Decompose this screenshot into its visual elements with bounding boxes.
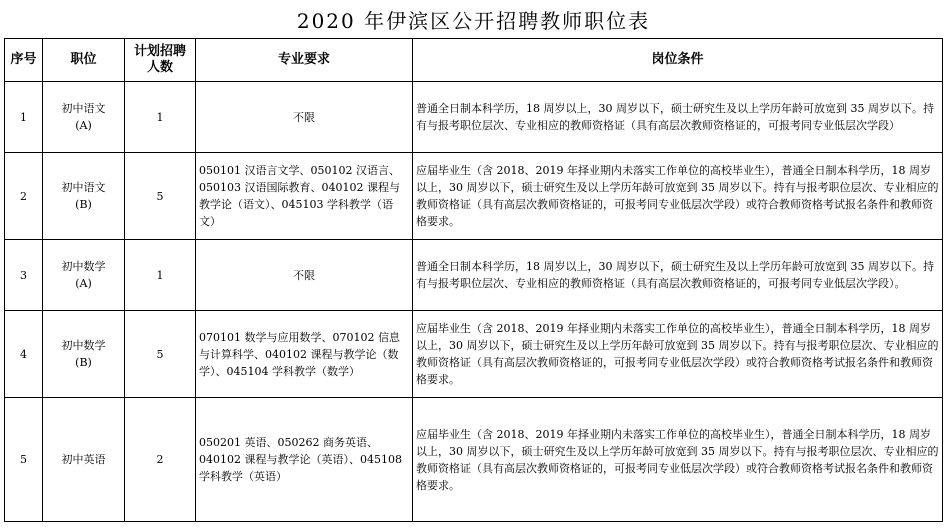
row-seq: 1 (5, 82, 43, 153)
row-count: 2 (125, 398, 196, 522)
row-count: 1 (125, 82, 196, 153)
row-major: 050201 英语、050262 商务英语、040102 课程与教学论（英语）、045108 学科教学（英语） (196, 398, 413, 522)
page-title: 2020 年伊滨区公开招聘教师职位表 (296, 9, 651, 33)
row-seq: 2 (5, 153, 43, 240)
header-position: 职位 (43, 39, 125, 82)
row-position (43, 240, 125, 311)
table-row (5, 311, 943, 398)
row-major: 不限 (196, 240, 413, 311)
recruitment-table (4, 38, 943, 522)
row-conditions: 应届毕业生（含 2018、2019 年择业期内未落实工作单位的高校毕业生），普通全日制本科学历，18 周岁以上，30 周岁以下，硕士研究生及以上学历年龄可放宽到 35 周岁以下。持有与报考职位层次、专业相应的教师资格证（具有高层次教师资格证的，可报考同专业低层次学段）或符合教师资格考试报名条件和教师资格要求。 (413, 311, 943, 398)
header-seq: 序号 (5, 39, 43, 82)
position-variant: (B) (75, 356, 92, 369)
position-variant: (A) (75, 119, 92, 132)
table-row (5, 240, 943, 311)
row-seq: 3 (5, 240, 43, 311)
position-name: 初中语文 (61, 181, 106, 194)
table-row (5, 398, 943, 522)
row-count: 5 (125, 153, 196, 240)
row-conditions: 普通全日制本科学历，18 周岁以上，30 周岁以下，硕士研究生及以上学历年龄可放宽到 35 周岁以下。持有与报考职位层次、专业相应的教师资格证（具有高层次教师资格证的，可报考同专业低层次学段）。 (413, 240, 943, 311)
row-conditions: 应届毕业生（含 2018、2019 年择业期内未落实工作单位的高校毕业生），普通全日制本科学历，18 周岁以上，30 周岁以下，硕士研究生及以上学历年龄可放宽到 35 周岁以下。持有与报考职位层次、专业相应的教师资格证（具有高层次教师资格证的，可报考同专业低层次学段）或符合教师资格考试报名条件和教师资格要求。 (413, 153, 943, 240)
row-position (43, 82, 125, 153)
table-header-row (5, 39, 943, 82)
row-position (43, 398, 125, 522)
row-seq: 5 (5, 398, 43, 522)
row-count: 5 (125, 311, 196, 398)
row-major: 070101 数学与应用数学、070102 信息与计算科学、040102 课程与教学论（数学）、045104 学科教学（数学） (196, 311, 413, 398)
row-major: 050101 汉语言文学、050102 汉语言、050103 汉语国际教育、040102 课程与教学论（语文）、045103 学科教学（语文） (196, 153, 413, 240)
header-major: 专业要求 (196, 39, 413, 82)
position-name: 初中数学 (61, 260, 106, 273)
table-row (5, 153, 943, 240)
position-name: 初中英语 (61, 453, 106, 466)
row-count: 1 (125, 240, 196, 311)
header-conditions: 岗位条件 (413, 39, 943, 82)
row-seq: 4 (5, 311, 43, 398)
table-row (5, 82, 943, 153)
row-position (43, 311, 125, 398)
position-variant: (B) (75, 198, 92, 211)
row-position (43, 153, 125, 240)
position-name: 初中语文 (61, 102, 106, 115)
row-conditions: 普通全日制本科学历，18 周岁以上，30 周岁以下，硕士研究生及以上学历年龄可放宽到 35 周岁以下。持有与报考职位层次、专业相应的教师资格证（具有高层次教师资格证的，可报考同专业低层次学段） (413, 82, 943, 153)
position-name: 初中数学 (61, 339, 106, 352)
row-major: 不限 (196, 82, 413, 153)
header-count: 计划招聘人数 (125, 39, 196, 82)
position-variant: (A) (75, 277, 92, 290)
row-conditions: 应届毕业生（含 2018、2019 年择业期内未落实工作单位的高校毕业生），普通全日制本科学历，18 周岁以上，30 周岁以下，硕士研究生及以上学历年龄可放宽到 35 周岁以下。持有与报考职位层次、专业相应的教师资格证（具有高层次教师资格证的，可报考同专业低层次学段）或符合教师资格考试报名条件和教师资格要求。 (413, 398, 943, 522)
